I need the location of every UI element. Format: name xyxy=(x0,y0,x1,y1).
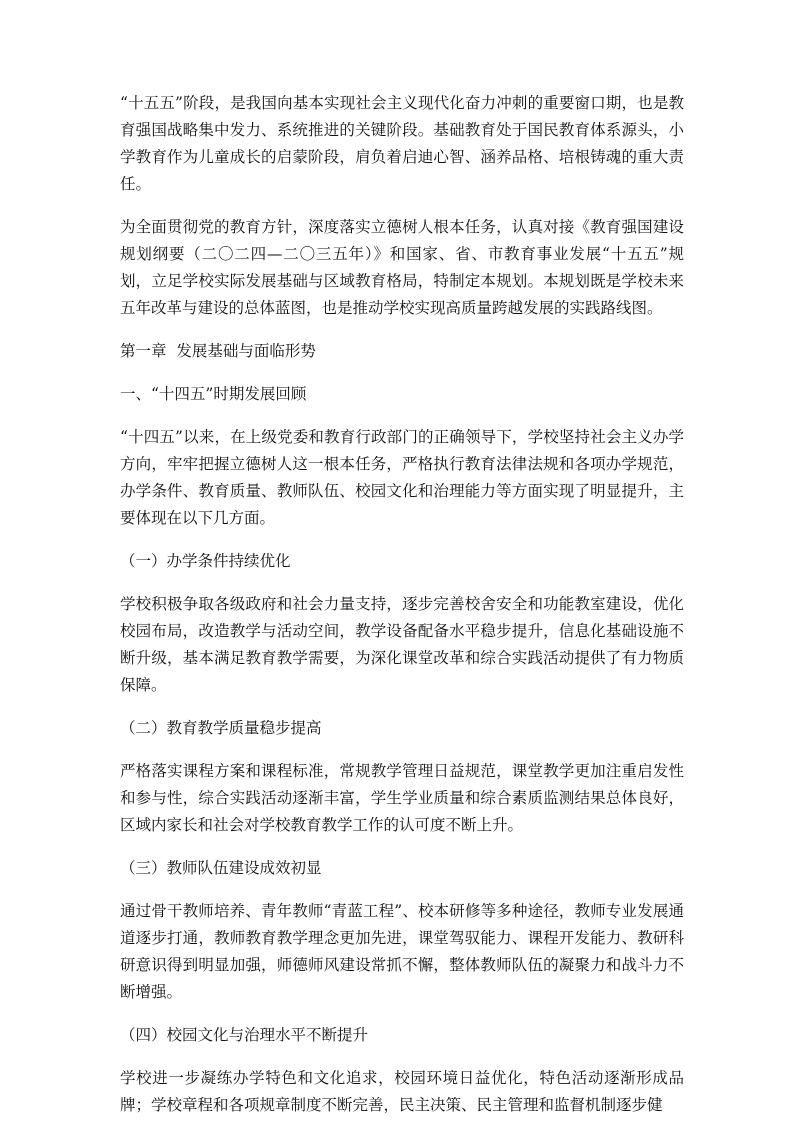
subsection-4-paragraph: 学校进一步凝练办学特色和文化追求，校园环境日益优化，特色活动逐渐形成品牌；学校章程和各项规章制度不断完善，民主决策、民主管理和监督机制逐步健 xyxy=(120,1069,684,1114)
subsection-3-title: （三）教师队伍建设成效初显 xyxy=(120,859,322,877)
subsection-1-title: （一）办学条件持续优化 xyxy=(120,552,291,570)
subsection-4-title: （四）校园文化与治理水平不断提升 xyxy=(120,1026,369,1044)
document-body xyxy=(120,90,684,1122)
section-1-title: 一、“十四五”时期发展回顾 xyxy=(120,385,307,403)
chapter-1-title: 第一章 发展基础与面临形势 xyxy=(120,342,316,360)
subsection-2-paragraph: 严格落实课程方案和课程标准，常规教学管理日益规范，课堂教学更加注重启发性和参与性，综合实践活动逐渐丰富，学生学业质量和综合素质监测结果总体良好，区域内家长和社会对学校教育教学工作的认可度不断上升。 xyxy=(120,762,684,834)
subsection-1-paragraph: 学校积极争取各级政府和社会力量支持，逐步完善校舍安全和功能教室建设，优化校园布局，改造教学与活动空间，教学设备配备水平稳步提升，信息化基础设施不断升级，基本满足教育教学需要，为深化课堂改革和综合实践活动提供了有力物质保障。 xyxy=(120,595,684,694)
intro-paragraph-1: “十五五”阶段，是我国向基本实现社会主义现代化奋力冲刺的重要窗口期，也是教育强国战略集中发力、系统推进的关键阶段。基础教育处于国民教育体系源头，小学教育作为儿童成长的启蒙阶段，肩负着启迪心智、涵养品格、培根铸魂的重大责任。 xyxy=(120,94,684,193)
subsection-2-title: （二）教育教学质量稳步提高 xyxy=(120,719,322,737)
subsection-3-paragraph: 通过骨干教师培养、青年教师“青蓝工程”、校本研修等多种途径，教师专业发展通道逐步打通，教师教育教学理念更加先进，课堂驾驭能力、课程开发能力、教研科研意识得到明显加强，师德师风建设常抓不懈，整体教师队伍的凝聚力和战斗力不断增强。 xyxy=(120,902,684,1001)
intro-paragraph-2: 为全面贯彻党的教育方针，深度落实立德树人根本任务，认真对接《教育强国建设规划纲要（二〇二四—二〇三五年）》和国家、省、市教育事业发展“十五五”规划，立足学校实际发展基础与区域教育格局，特制定本规划。本规划既是学校未来五年改革与建设的总体蓝图，也是推动学校实现高质量跨越发展的实践路线图。 xyxy=(120,218,684,317)
review-paragraph: “十四五”以来，在上级党委和教育行政部门的正确领导下，学校坚持社会主义办学方向，牢牢把握立德树人这一根本任务，严格执行教育法律法规和各项办学规范，办学条件、教育质量、教师队伍、校园文化和治理能力等方面实现了明显提升，主要体现在以下几方面。 xyxy=(120,428,684,527)
